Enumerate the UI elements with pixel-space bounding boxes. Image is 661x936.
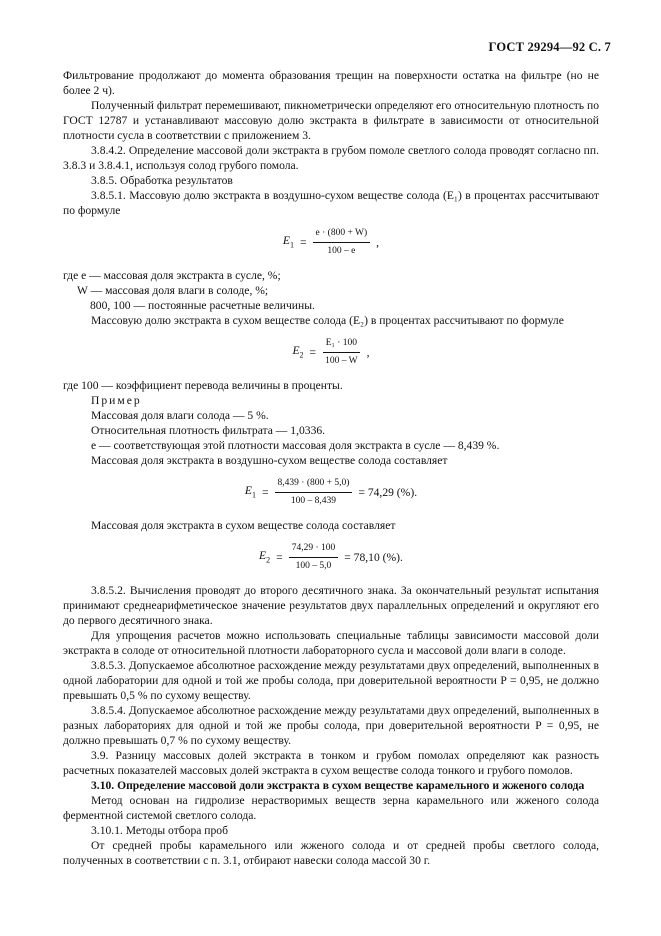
section-heading-3-10: 3.10. Определение массовой доли экстракта в сухом веществе карамельного и жженого солода (91, 779, 585, 792)
page-header: ГОСТ 29294—92 С. 7 (488, 40, 611, 54)
formula-e2-example: $E_2$ = $\frac{74,29 \cdot 100}{100 - 5,0}$ = 78,10 (%). (63, 541, 599, 574)
formula-lhs: $E_2$ (292, 343, 304, 360)
paragraph-3-8-5-1: 3.8.5.1. Массовую долю экстракта в воздушно-сухом веществе солода (E₁) в процентах рассчитывают по формуле (63, 189, 599, 217)
formula-result: = 74,29 (%). (358, 486, 418, 499)
paragraph-3-8-4-2: 3.8.4.2. Определение массовой доли экстракта в грубом помоле светлого солода проводят согласно пп. 3.8.3 и 3.8.4.1, используя солод грубого помола. (63, 144, 599, 172)
paragraph-3-8-5: 3.8.5. Обработка результатов (91, 174, 233, 187)
formula-e1: $E_1$ = $\frac{e \cdot (800 + W)}{100 - e}$ , (63, 226, 599, 259)
formula-result: = 78,10 (%). (344, 551, 403, 564)
formula-numerator: 8,439 · (800 + 5,0) (275, 476, 353, 493)
paragraph-filtrate: Полученный фильтрат перемешивают, пикнометрически определяют его относительную плотность по ГОСТ 12787 и устанавливают массовую долю экстракта в фильтрате в зависимости от относительной плотности сусла в соответствии с приложением 3. (63, 99, 599, 142)
example-title: Пример (91, 394, 142, 407)
document-body (63, 68, 599, 868)
example-moisture: Массовая доля влаги солода — 5 %. (91, 409, 269, 422)
formula-denominator: 100 – 8,439 (290, 496, 337, 506)
example-extract: e — соответствующая этой плотности массовая доля экстракта в сусле — 8,439 %. (91, 439, 500, 452)
paragraph-3-8-5-3: 3.8.5.3. Допускаемое абсолютное расхождение между результатами двух определений, выполненных в одной лаборатории для одной и той же пробы солода, при доверительной вероятности P = 0,95, не должно превышать 0,5 % по сухому веществу. (63, 659, 599, 702)
paragraph-3-9: 3.9. Разницу массовых долей экстракта в тонком и грубом помолах определяют как разность расчетных показателей массовых долей экстракта в сухом веществе солода тонкого и грубого помолов. (63, 749, 599, 777)
paragraph-method: Метод основан на гидролизе нерастворимых веществ зерна карамельного или жженого солода ферментной системой светлого солода. (63, 794, 599, 822)
where-e: где e — массовая доля экстракта в сусле, %; (63, 269, 281, 282)
formula-lhs: $E_2$ (259, 548, 271, 565)
formula-fraction (313, 226, 371, 259)
formula-fraction (322, 336, 361, 369)
paragraph-tables: Для упрощения расчетов можно использовать специальные таблицы зависимости массовой доли экстракта в солоде от относительной плотности лабораторного сусла и массовой доли влаги в солоде. (63, 629, 599, 657)
paragraph-3-8-5-4: 3.8.5.4. Допускаемое абсолютное расхождение между результатами двух определений, выполненных в разных лабораториях для одной и той же пробы солода, при доверительной вероятности P = 0,95, не должно превышать 0,7 % по сухому веществу. (63, 704, 599, 747)
formula-denominator: 100 – W (325, 356, 358, 366)
paragraph-3-10-1: 3.10.1. Методы отбора проб (91, 824, 228, 837)
example-air-dry: Массовая доля экстракта в воздушно-сухом веществе солода составляет (91, 454, 448, 467)
formula-numerator: e · (800 + W) (313, 226, 371, 243)
formula-denominator: 100 – e (327, 246, 356, 256)
example-density: Относительная плотность фильтрата — 1,0336. (91, 424, 326, 437)
paragraph-e2-intro: Массовую долю экстракта в сухом веществе солода (E₂) в процентах рассчитывают по формуле (91, 314, 564, 327)
formula-numerator: E₁ · 100 (323, 336, 360, 353)
formula-fraction (289, 541, 339, 574)
where-w: W — массовая доля влаги в солоде, %; (77, 284, 269, 297)
formula-denominator: 100 – 5,0 (295, 561, 332, 571)
paragraph-sampling: От средней пробы карамельного или жженого солода и от средней пробы светлого солода, полученных в соответствии с п. 3.1, отбирают навески солода массой 30 г. (63, 839, 599, 867)
formula-e2: $E_2$ = $\frac{\text{E₁ · 100}}{100 - W}$ , (63, 336, 599, 369)
paragraph-3-8-5-2: 3.8.5.2. Вычисления проводят до второго десятичного знака. За окончательный результат испытания принимают среднеарифметическое значение результатов двух параллельных определений и округляют его до первого десятичного знака. (63, 584, 599, 627)
formula-lhs: $E_1$ (282, 233, 294, 250)
paragraph-filtering: Фильтрование продолжают до момента образования трещин на поверхности остатка на фильтре (но не более 2 ч). (63, 69, 599, 97)
formula-tail: , (366, 346, 370, 359)
formula-tail: , (376, 236, 380, 249)
where-constants: 800, 100 — постоянные расчетные величины. (90, 299, 315, 312)
where-100: где 100 — коэффициент перевода величины в проценты. (63, 379, 343, 392)
formula-numerator: 74,29 · 100 (289, 541, 339, 558)
formula-e1-example: $E_1$ = $\frac{8,439 \cdot (800 + 5,0)}{100 - 8,439}$ = 74,29 (%). (63, 476, 599, 509)
formula-fraction (275, 476, 353, 509)
example-dry: Массовая доля экстракта в сухом веществе солода составляет (91, 519, 396, 532)
formula-lhs: $E_1$ (244, 483, 256, 500)
